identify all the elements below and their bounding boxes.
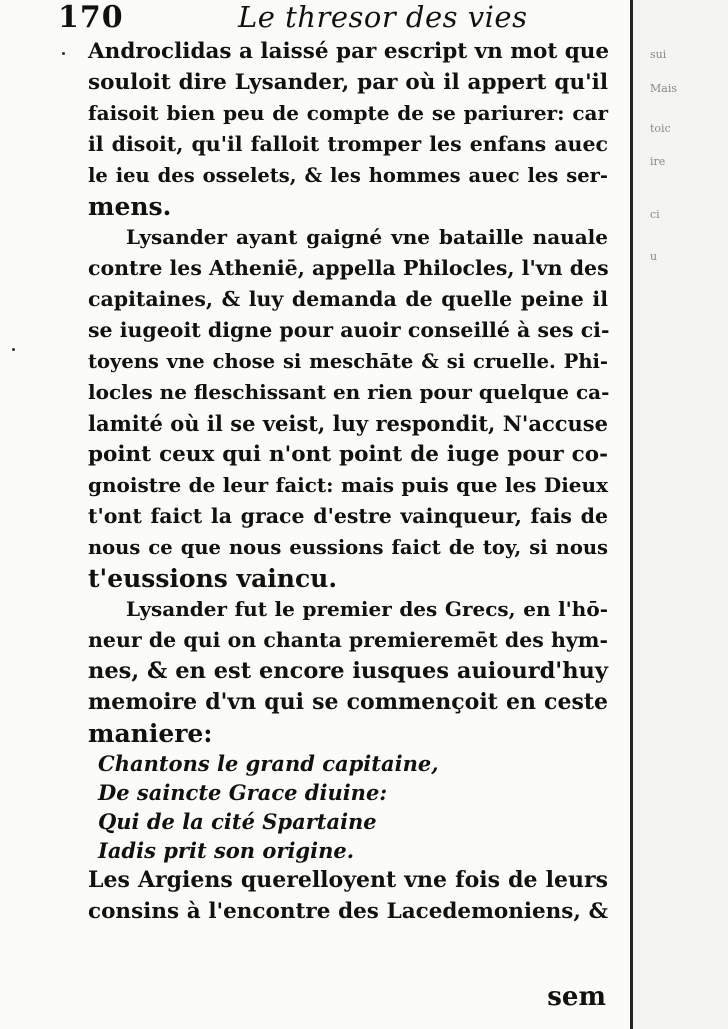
body-text: [88, 36, 608, 927]
facing-page-margin: [633, 0, 728, 1029]
margin-bleed-text: toic: [650, 122, 671, 135]
page-number: 170: [58, 0, 124, 35]
text-line: nous ce que nous eussions faict de toy, si nous: [88, 536, 608, 559]
text-line: souloit dire Lysander, par où il appert qu'il: [88, 70, 608, 95]
verse-line: Chantons le grand capitaine,: [98, 751, 439, 776]
text-line: contre les Atheniē, appella Philocles, l'vn des: [88, 256, 609, 280]
margin-bleed-text: ire: [650, 155, 666, 168]
page-header: [58, 0, 618, 40]
text-line: se iugeoit digne pour auoir conseillé à ses ci-: [88, 318, 610, 342]
running-title: Le thresor des vies: [238, 0, 528, 34]
text-line: maniere:: [88, 719, 213, 748]
text-line: Les Argiens querelloyent vne fois de leurs: [88, 867, 608, 893]
margin-bleed-text: sui: [650, 48, 667, 61]
text-line: capitaines, & luy demanda de quelle peine il: [88, 287, 608, 311]
text-line: locles ne fleschissant en rien pour quelque ca-: [88, 380, 610, 404]
catchword: sem: [547, 982, 606, 1012]
text-line: toyens vne chose si meschāte & si cruelle. Phi-: [88, 350, 608, 373]
paragraph-start-line: Lysander fut le premier des Grecs, en l'hō-: [126, 597, 608, 621]
text-line: il disoit, qu'il falloit tromper les enfans auec: [88, 132, 608, 156]
text-line: lamité où il se veist, luy respondit, N'accuse: [88, 411, 608, 436]
text-line: mens.: [88, 192, 172, 221]
text-line: memoire d'vn qui se commençoit en ceste: [88, 689, 608, 715]
margin-bleed-text: u: [650, 250, 658, 263]
text-line: t'eussions vaincu.: [88, 564, 338, 593]
margin-bleed-text: Mais: [650, 82, 677, 95]
text-line: t'ont faict la grace d'estre vainqueur, fais de: [88, 504, 608, 528]
gutter-rule: [630, 0, 633, 1029]
text-line: consins à l'encontre des Lacedemoniens, &: [88, 899, 608, 924]
text-line: le ieu des osselets, & les hommes auec les ser-: [88, 164, 608, 187]
paragraph-start-line: Lysander ayant gaigné vne bataille nauale: [126, 225, 608, 249]
ink-speck: [12, 348, 15, 351]
text-line: neur de qui on chanta premieremēt des hym-: [88, 628, 608, 652]
ink-speck: [62, 52, 65, 55]
margin-bleed-text: ci: [650, 208, 660, 221]
verse-line: De saincte Grace diuine:: [98, 780, 388, 805]
text-line: nes, & en est encore iusques auiourd'huy: [88, 658, 608, 684]
verse-line: Iadis prit son origine.: [98, 838, 355, 863]
verse-line: Qui de la cité Spartaine: [98, 809, 377, 834]
text-line: gnoistre de leur faict: mais puis que les Dieux: [88, 473, 608, 497]
text-line: Androclidas a laissé par escript vn mot que: [88, 39, 610, 64]
text-line: point ceux qui n'ont point de iuge pour co-: [88, 442, 608, 467]
text-line: faisoit bien peu de compte de se pariurer: car: [88, 101, 608, 125]
